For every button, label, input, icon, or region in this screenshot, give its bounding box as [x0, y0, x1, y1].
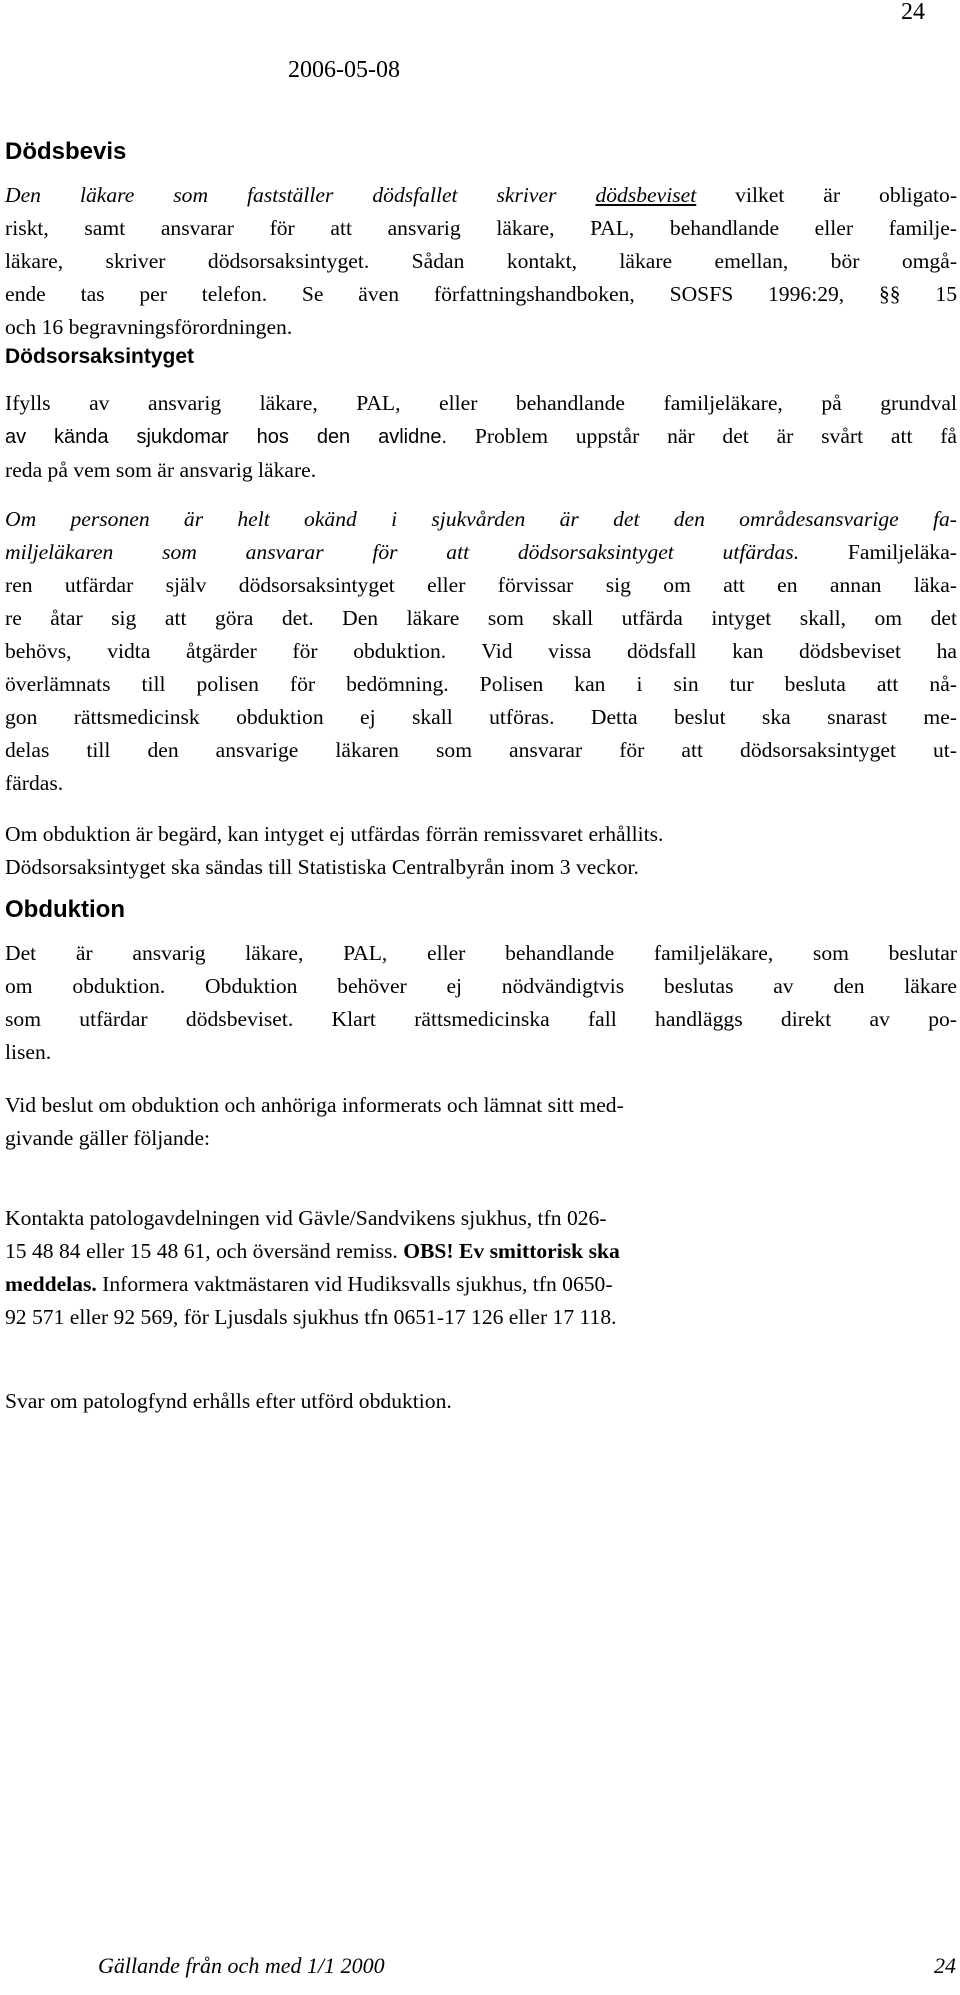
italic-text: miljeläkaren som ansvarar för att dödsorsaksintyget utfärdas. [5, 540, 800, 564]
bold-warning: meddelas. [5, 1272, 97, 1296]
text-line: överlämnats till polisen för bedömning. Polisen kan i sin tur besluta att nå- [5, 672, 957, 696]
text-segment: Informera vaktmästaren vid Hudiksvalls sjukhus, tfn 0650- [96, 1272, 613, 1296]
heading-obduktion: Obduktion [5, 896, 125, 923]
text-line: lisen. [5, 1040, 52, 1064]
text-line: Kontakta patologavdelningen vid Gävle/Sandvikens sjukhus, tfn 026- [5, 1206, 607, 1230]
text-line: ren utfärdar själv dödsorsaksintyget eller förvissar sig om att en annan läka- [5, 573, 957, 597]
paragraph-obduktion-4 [5, 1385, 957, 1418]
text-segment: av kända sjukdomar hos den avlidne. [5, 426, 448, 448]
text-line [5, 503, 957, 536]
paragraph-obduktion-1 [5, 937, 957, 1069]
text-line: behövs, vidta åtgärder för obduktion. Vid vissa dödsfall kan dödsbeviset ha [5, 639, 957, 663]
text-line: som utfärdar dödsbeviset. Klart rättsmedicinska fall handläggs direkt av po- [5, 1007, 957, 1031]
heading-dodsorsaksintyget: Dödsorsaksintyget [5, 345, 195, 368]
footer-page-number: 24 [934, 1953, 956, 1978]
text-line: ende tas per telefon. Se även författningshandboken, SOSFS 1996:29, §§ 15 [5, 282, 957, 306]
italic-text: Om personen är helt okänd i sjukvården är det den områdesansvarige fa- [5, 507, 957, 531]
text-line [5, 1235, 957, 1268]
text-line [5, 245, 957, 278]
text-line: riskt, samt ansvarar för att ansvarig läkare, PAL, behandlande eller familje- [5, 216, 957, 240]
text-segment: vilket är obligato- [696, 183, 958, 207]
text-line: färdas. [5, 771, 64, 795]
text-line: re åtar sig att göra det. Den läkare som skall utfärda intyget skall, om det [5, 606, 957, 630]
text-line: och 16 begravningsförordningen. [5, 315, 293, 339]
text-segment: Sådan kontakt, läkare emellan, bör omgå- [369, 249, 958, 273]
document-date: 2006-05-08 [288, 57, 400, 83]
text-line: reda på vem som är ansvarig läkare. [5, 458, 317, 482]
paragraph-dodsbevis [5, 179, 957, 344]
text-segment: 15 48 84 eller 15 48 61, och översänd remiss. [5, 1239, 404, 1263]
text-line: Svar om patologfynd erhålls efter utförd obduktion. [5, 1389, 452, 1413]
text-segment: Familjeläka- [799, 540, 957, 564]
paragraph-dodsorsaksintyget-2 [5, 503, 957, 800]
link-dodsbeviset[interactable]: dödsbeviset [595, 183, 697, 207]
text-line: Det är ansvarig läkare, PAL, eller behandlande familjeläkare, som beslutar [5, 941, 957, 965]
paragraph-obduktion-2 [5, 1089, 957, 1155]
text-segment: läkare, skriver dödsorsaksintyget. [5, 249, 370, 273]
text-line: Dödsorsaksintyget ska sändas till Statistiska Centralbyrån inom 3 veckor. [5, 855, 639, 879]
text-line: delas till den ansvarige läkaren som ansvarar för att dödsorsaksintyget ut- [5, 738, 957, 762]
heading-dodsbevis: Dödsbevis [5, 138, 127, 165]
paragraph-obduktion-3 [5, 1202, 957, 1334]
bold-warning: OBS! Ev smittorisk ska [403, 1239, 620, 1263]
text-line [5, 1268, 957, 1301]
text-line: givande gäller följande: [5, 1126, 211, 1150]
text-line: om obduktion. Obduktion behöver ej nödvändigtvis beslutas av den läkare [5, 974, 957, 998]
paragraph-dodsorsaksintyget-1 [5, 387, 957, 487]
text-line [5, 420, 957, 454]
page-number: 24 [901, 0, 925, 25]
paragraph-dodsorsaksintyget-3 [5, 818, 957, 884]
italic-text: Den läkare som fastställer dödsfallet skriver [5, 183, 596, 207]
text-line: Om obduktion är begärd, kan intyget ej utfärdas förrän remissvaret erhållits. [5, 822, 664, 846]
text-line [5, 536, 957, 569]
footer-validity: Gällande från och med 1/1 2000 [98, 1953, 385, 1978]
text-line [5, 179, 957, 212]
text-line: 92 571 eller 92 569, för Ljusdals sjukhus tfn 0651-17 126 eller 17 118. [5, 1305, 617, 1329]
text-line: Vid beslut om obduktion och anhöriga informerats och lämnat sitt med- [5, 1093, 624, 1117]
text-line: gon rättsmedicinsk obduktion ej skall utföras. Detta beslut ska snarast me- [5, 705, 957, 729]
text-line: Ifylls av ansvarig läkare, PAL, eller behandlande familjeläkare, på grundval [5, 391, 957, 415]
text-segment: Problem uppstår när det är svårt att få [447, 424, 957, 448]
